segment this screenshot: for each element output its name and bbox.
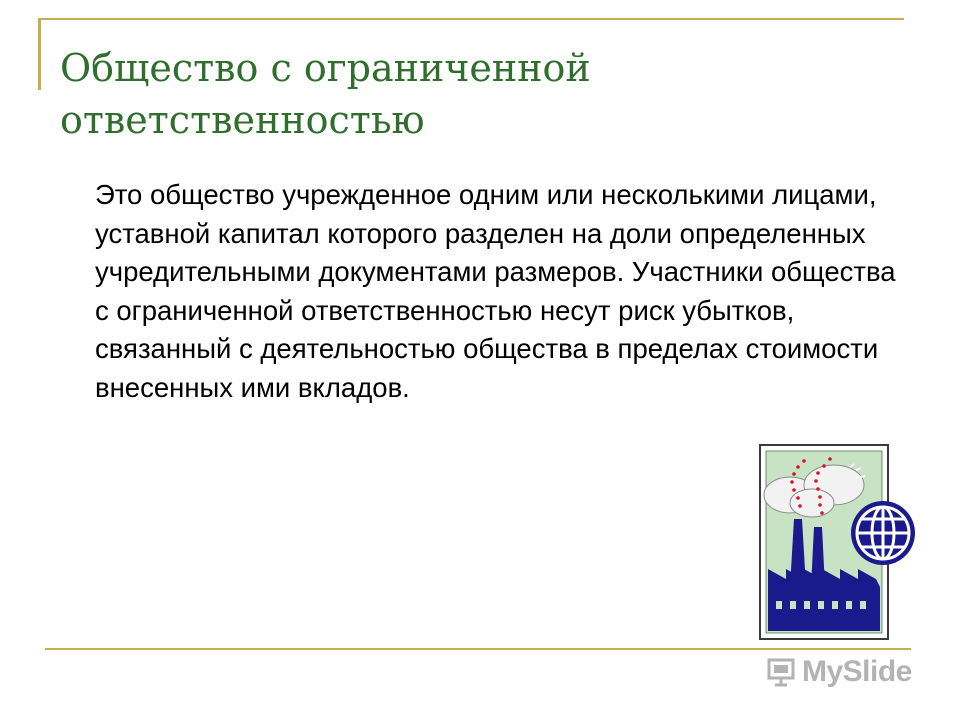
watermark [766,652,936,692]
presentation-board-icon [766,657,796,687]
frame-accent-bottom [45,648,911,650]
slide-body-text: Это общество учрежденное одним или несколькими лицами, уставной капитал которого разделен на доли определенных учредительными документами размеров. Участники общества с ограниченной ответственностью несут риск убытков, связанный с деятельностью общества в пределах стоимости внесенных ими вкладов. [95,179,896,403]
watermark-text: MySlide [802,655,912,688]
slide-title: Общество с ограниченной ответственностью [60,46,591,142]
frame-accent-top [38,18,904,20]
frame-accent-vertical [38,18,41,90]
factory-globe-icon [746,437,924,643]
